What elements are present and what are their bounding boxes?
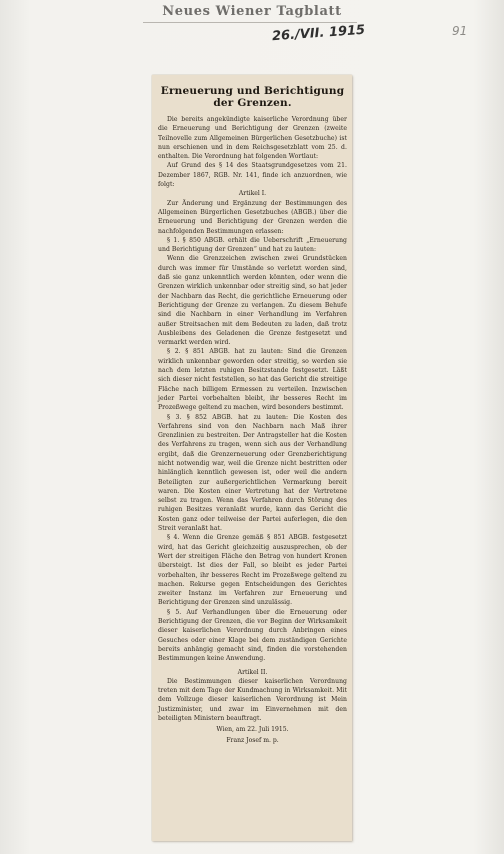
article-1-heading: Artikel I. [238, 190, 267, 198]
article-2-text: Die Bestimmungen dieser kaiserlichen Verordnung treten mit dem Tage der Kundmachung in Wirksamkeit. Mit dem Vollzuge dieser kaiserlichen Verordnung ist Mein Justizminister, und zwar im Einvernehmen mit den beteiligten Ministern beauftragt. [158, 677, 347, 722]
signature: Franz Josef m. p. [226, 736, 279, 744]
archive-page-number: 91 [452, 24, 468, 38]
section-4-text: § 4. Wenn die Grenze gemäß § 851 ABGB. festgesetzt wird, hat das Gericht gleichzeitig auszusprechen, ob der Wert der streitigen Fläche den Betrag von hundert Kronen übersteigt. Ist dies der Fall, so bleibt es jeder Partei vorbehalten, ihr besseres Recht im Prozeßwege geltend zu machen. Rekurse gegen Entscheidungen des Gerichtes zweiter Instanz im Verfahren zur Erneuerung und Berichtigung der Grenzen sind unzulässig. [158, 534, 347, 607]
section-5-text: § 5. Auf Verhandlungen über die Erneuerung oder Berichtigung der Grenzen, die vor Beginn der Wirksamkeit dieser kaiserlichen Verordnung durch Anbringen eines Gesuches oder einer Klage bei dem zuständigen Gerichte bereits anhängig gemacht sind, finden die vorstehenden Bestimmungen keine Anwendung. [158, 608, 347, 663]
headline-line-2: der Grenzen. [213, 97, 292, 109]
headline-line-1: Erneuerung und Berichtigung [160, 85, 345, 97]
section-851-text: § 2. § 851 ABGB. hat zu lauten: Sind die Grenzen wirklich unkennbar geworden oder streitig, so werden sie nach dem letzten ruhigen Besitzstande festgesetzt. Läßt sich dieser nicht feststellen, so hat das Gericht die streitige Fläche nach billigem Ermessen zu verteilen. Inzwischen jeder Partei vorbehalten bleibt, ihr besseres Recht im Prozeßwege geltend zu machen, wird besonders bestimmt. [158, 348, 347, 412]
article-preamble: Auf Grund des § 14 des Staatsgrundgesetzes vom 21. Dezember 1867, RGB. Nr. 141, finde ich anzuordnen, wie folgt: [158, 162, 347, 189]
newspaper-clipping [152, 75, 352, 841]
newspaper-masthead: Neues Wiener Tagblatt [162, 4, 342, 19]
signing-date: Wien, am 22. Juli 1915. [216, 726, 289, 734]
section-852-text: § 3. § 852 ABGB. hat zu lauten: Die Kosten des Verfahrens sind von den Nachbarn nach Maß ihrer Grenzlinien zu bestreiten. Der Antragsteller hat die Kosten des Verfahrens zu tragen, wenn sich aus der Verhandlung ergibt, daß die Grenzerneuerung oder Grenzberichtigung nicht notwendig war, weil die Grenze nicht bestritten oder hinlänglich kenntlich gewesen ist, oder weil die andern Beteiligten zur außergerichtlichen Vermarkung bereit waren. Die Kosten einer Vertretung hat der Vertretene selbst zu tragen. Wenn das Verfahren durch Störung des ruhigen Besitzes veranlaßt wurde, kann das Gericht die Kosten ganz oder teilweise der Partei auferlegen, die den Streit veranlaßt hat. [158, 413, 347, 533]
article-intro: Die bereits angekündigte kaiserliche Verordnung über die Erneuerung und Berichtigung der Grenzen (zweite Teilnovelle zum Allgemeinen Bürgerlichen Gesetzbuche) ist nun erschienen und in dem Reichsgesetzblatt vom 25. d. enthalten. Die Verordnung hat folgenden Wortlaut: [158, 116, 347, 161]
handwritten-date: 26./VII. 1915 [271, 22, 366, 45]
article-headline [158, 85, 347, 109]
article-2-heading: Artikel II. [237, 668, 268, 676]
masthead-rule [143, 22, 357, 23]
section-850-text: Wenn die Grenzzeichen zwischen zwei Grundstücken durch was immer für Umstände so verletzt worden sind, daß sie ganz unkenntlich werden könnten, oder wenn die Grenzen wirklich unkennbar oder streitig sind, so hat jeder der Nachbarn das Recht, die gerichtliche Erneuerung oder Berichtigung der Grenze zu verlangen. Zu diesem Behufe sind die Nachbarn in einer Verhandlung im Verfahren außer Streitsachen mit dem Bedeuten zu laden, daß trotz Ausbleibens des Geladenen die Grenze festgesetzt und vermarkt werden wird. [158, 255, 347, 347]
article-1-intro: Zur Änderung und Ergänzung der Bestimmungen des Allgemeinen Bürgerlichen Gesetzbuches (ABGB.) über die Erneuerung und Berichtigung der Grenzen werden die nachfolgenden Bestimmungen erlassen: [158, 199, 347, 235]
section-850-title: § 1. § 850 ABGB. erhält die Ueberschrift „Erneuerung und Berichtigung der Grenzen“ und hat zu lauten: [158, 236, 347, 254]
